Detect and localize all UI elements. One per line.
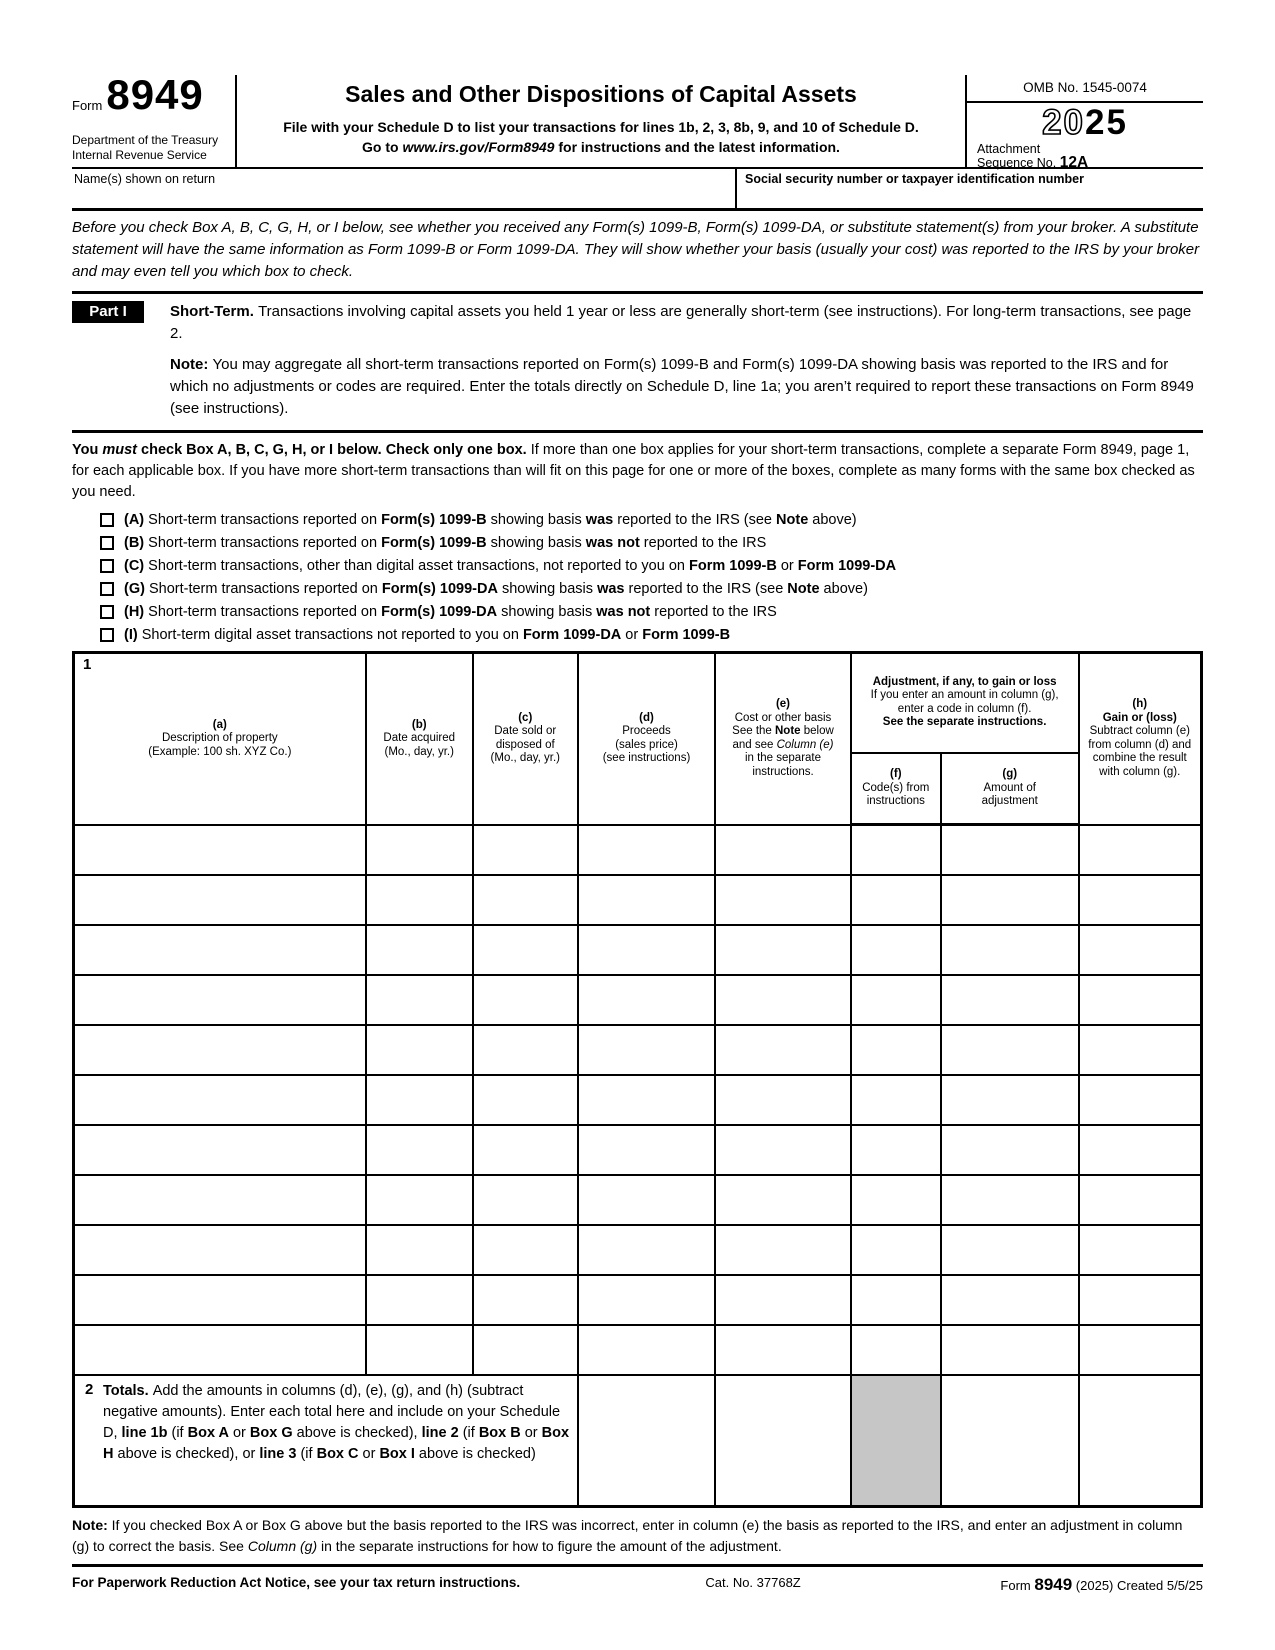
- totals-cell-d[interactable]: [578, 1375, 716, 1507]
- form-page: [72, 71, 1203, 1595]
- transaction-cell-e[interactable]: [715, 975, 850, 1025]
- transaction-cell-c[interactable]: [473, 1275, 578, 1325]
- transaction-cell-b[interactable]: [366, 825, 473, 875]
- transaction-cell-f[interactable]: [851, 1275, 941, 1325]
- transaction-cell-h[interactable]: [1079, 1075, 1202, 1125]
- transaction-cell-c[interactable]: [473, 975, 578, 1025]
- transaction-cell-g[interactable]: [941, 1125, 1079, 1175]
- transaction-cell-c[interactable]: [473, 1175, 578, 1225]
- basis-note: Note: If you checked Box A or Box G above but the basis reported to the IRS was incorrect, enter in column (e) the basis as reported to the IRS, and enter an adjustment in column (g) to correct the basis. See Column (g) in the separate instructions for how to figure the amount of the adjustment.: [72, 1508, 1203, 1567]
- transaction-cell-c[interactable]: [473, 1125, 578, 1175]
- checkbox-A-label: (A) Short-term transactions reported on Form(s) 1099-B showing basis was reported to the IRS (see Note above): [124, 511, 857, 528]
- transaction-cell-b[interactable]: [366, 1075, 473, 1125]
- line-1-number: 1: [83, 656, 92, 673]
- transaction-cell-a[interactable]: [74, 1325, 366, 1375]
- paperwork-notice: For Paperwork Reduction Act Notice, see your tax return instructions.: [72, 1575, 521, 1590]
- transaction-cell-g[interactable]: [941, 975, 1079, 1025]
- box-option-C: [100, 554, 1203, 577]
- transaction-cell-h[interactable]: [1079, 1225, 1202, 1275]
- box-option-G: [100, 577, 1203, 600]
- transaction-cell-f[interactable]: [851, 975, 941, 1025]
- transaction-cell-a[interactable]: [74, 1125, 366, 1175]
- transaction-cell-g[interactable]: [941, 1325, 1079, 1375]
- year-outline-digits: 20: [1042, 103, 1085, 142]
- intro-paragraph: Before you check Box A, B, C, G, H, or I below, see whether you received any Form(s) 1099-B, Form(s) 1099-DA, or substitute statement(s) from your broker. A substitute statement will have the same information as Form 1099-B or Form 1099-DA. They will show whether your basis (usually your cost) was reported to the IRS by your broker and may even tell you which box to check.: [72, 211, 1203, 294]
- transaction-cell-c[interactable]: [473, 1225, 578, 1275]
- year-bold-digits: 25: [1085, 103, 1128, 142]
- ssn-field[interactable]: [735, 169, 1203, 208]
- transaction-row: [74, 1225, 1202, 1275]
- ssn-field-label: Social security number or taxpayer identification number: [745, 172, 1084, 186]
- transaction-cell-h[interactable]: [1079, 1125, 1202, 1175]
- transaction-cell-f[interactable]: [851, 875, 941, 925]
- catalog-number: Cat. No. 37768Z: [705, 1575, 801, 1590]
- transaction-cell-g[interactable]: [941, 1175, 1079, 1225]
- transaction-cell-d[interactable]: [578, 1325, 716, 1375]
- transaction-cell-e[interactable]: [715, 1225, 850, 1275]
- form-subtitle-1: File with your Schedule D to list your transactions for lines 1b, 2, 3, 8b, 9, and 10 of Schedule D.: [283, 119, 919, 135]
- transaction-cell-f[interactable]: [851, 1025, 941, 1075]
- checkbox-I[interactable]: [100, 628, 114, 642]
- transaction-cell-g[interactable]: [941, 925, 1079, 975]
- transaction-cell-d[interactable]: [578, 1225, 716, 1275]
- form-word: Form: [72, 98, 103, 113]
- transaction-cell-d[interactable]: [578, 875, 716, 925]
- form-id-block: [72, 71, 237, 167]
- transaction-cell-c[interactable]: [473, 1075, 578, 1125]
- checkbox-C[interactable]: [100, 559, 114, 573]
- part-1-section: [72, 294, 1203, 433]
- checkbox-H-label: (H) Short-term transactions reported on Form(s) 1099-DA showing basis was not reported to the IRS: [124, 603, 777, 620]
- col-header-d: (d) Proceeds (sales price) (see instructions): [578, 653, 716, 825]
- form-title: Sales and Other Dispositions of Capital Assets: [345, 81, 857, 107]
- transaction-cell-g[interactable]: [941, 1275, 1079, 1325]
- name-field-label: Name(s) shown on return: [74, 172, 216, 186]
- transaction-cell-f[interactable]: [851, 1225, 941, 1275]
- transaction-cell-d[interactable]: [578, 1175, 716, 1225]
- col-header-b: (b) Date acquired (Mo., day, yr.): [366, 653, 473, 825]
- transaction-cell-g[interactable]: [941, 1075, 1079, 1125]
- part-1-label: Part I: [72, 301, 144, 323]
- transaction-cell-a[interactable]: [74, 1225, 366, 1275]
- col-header-c: (c) Date sold or disposed of (Mo., day, yr.): [473, 653, 578, 825]
- box-option-B: [100, 531, 1203, 554]
- sequence-number: 12A: [1059, 154, 1089, 171]
- col-header-f: (f) Code(s) from instructions: [851, 753, 941, 825]
- transaction-row: [74, 875, 1202, 925]
- transaction-cell-e[interactable]: [715, 875, 850, 925]
- form-header: [72, 71, 1203, 171]
- transaction-row: [74, 1175, 1202, 1225]
- transaction-cell-g[interactable]: [941, 825, 1079, 875]
- transaction-cell-e[interactable]: [715, 825, 850, 875]
- col-header-h: (h) Gain or (loss) Subtract column (e) from column (d) and combine the result with column (g).: [1079, 653, 1202, 825]
- col-header-g: (g) Amount of adjustment: [941, 753, 1079, 825]
- omb-year-block: [965, 75, 1203, 171]
- box-option-A: [100, 508, 1203, 531]
- part-1-heading: Short-Term. Transactions involving capital assets you held 1 year or less are generally short-term (see instructions). For long-term transactions, see page 2.: [170, 303, 1192, 342]
- transaction-cell-c[interactable]: [473, 825, 578, 875]
- col-header-a: 1 (a) Description of property (Example: 100 sh. XYZ Co.): [74, 653, 366, 825]
- transaction-row: [74, 1325, 1202, 1375]
- transaction-cell-f[interactable]: [851, 825, 941, 875]
- transaction-cell-c[interactable]: [473, 1325, 578, 1375]
- checkbox-B[interactable]: [100, 536, 114, 550]
- transaction-cell-f[interactable]: [851, 1075, 941, 1125]
- box-option-I: [100, 623, 1203, 646]
- transaction-cell-a[interactable]: [74, 875, 366, 925]
- part-1-note: Note: You may aggregate all short-term transactions reported on Form(s) 1099-B and Form(s) 1099-DA showing basis was reported to the IRS and for which no adjustments or codes are required. Enter the totals directly on Schedule D, line 1a; you aren’t required to report these transactions on Form 8949 (see instructions).: [170, 356, 1194, 417]
- col-header-adjustment: Adjustment, if any, to gain or loss If you enter an amount in column (g), enter a code in column (f). See the separate instructions.: [851, 653, 1079, 753]
- transaction-row: [74, 1075, 1202, 1125]
- transaction-cell-g[interactable]: [941, 1025, 1079, 1075]
- transaction-rows: [74, 825, 1202, 1375]
- checkbox-C-label: (C) Short-term transactions, other than digital asset transactions, not reported to you on Form 1099-B or Form 1099-DA: [124, 557, 897, 574]
- col-header-e: (e) Cost or other basis See the Note below and see Column (e) in the separate instructions.: [715, 653, 850, 825]
- totals-instructions: [74, 1375, 578, 1507]
- transaction-cell-e[interactable]: [715, 1025, 850, 1075]
- transaction-cell-b[interactable]: [366, 1275, 473, 1325]
- attachment-sequence: Attachment Sequence No. 12A: [977, 142, 1089, 171]
- transaction-cell-b[interactable]: [366, 1025, 473, 1075]
- transaction-row: [74, 925, 1202, 975]
- form-number: 8949: [106, 71, 204, 118]
- checkbox-I-label: (I) Short-term digital asset transactions not reported to you on Form 1099-DA or Form 1099-B: [124, 626, 731, 643]
- transaction-row: [74, 1025, 1202, 1075]
- transaction-cell-f[interactable]: [851, 925, 941, 975]
- transaction-row: [74, 975, 1202, 1025]
- transaction-cell-d[interactable]: [578, 1275, 716, 1325]
- transaction-row: [74, 1125, 1202, 1175]
- transaction-cell-a[interactable]: [74, 1075, 366, 1125]
- transaction-cell-e[interactable]: [715, 1175, 850, 1225]
- checkbox-G-label: (G) Short-term transactions reported on Form(s) 1099-DA showing basis was reported to the IRS (see Note above): [124, 580, 868, 597]
- footer-form-number: 8949: [1034, 1575, 1073, 1594]
- totals-cell-f-shaded: [851, 1375, 941, 1507]
- checkbox-H[interactable]: [100, 605, 114, 619]
- transaction-cell-d[interactable]: [578, 1075, 716, 1125]
- taxpayer-row: [72, 167, 1203, 211]
- transaction-cell-h[interactable]: [1079, 975, 1202, 1025]
- checkbox-A[interactable]: [100, 513, 114, 527]
- transaction-cell-a[interactable]: [74, 975, 366, 1025]
- transaction-cell-e[interactable]: [715, 1075, 850, 1125]
- transaction-cell-h[interactable]: [1079, 925, 1202, 975]
- form-subtitle-2: Go to www.irs.gov/Form8949 for instructions and the latest information.: [362, 139, 840, 155]
- transaction-cell-g[interactable]: [941, 1225, 1079, 1275]
- transaction-cell-d[interactable]: [578, 925, 716, 975]
- line-2-number: 2: [85, 1380, 94, 1398]
- agency-line-2: Internal Revenue Service: [72, 148, 207, 162]
- transaction-cell-a[interactable]: [74, 1175, 366, 1225]
- transaction-cell-b[interactable]: [366, 975, 473, 1025]
- name-field[interactable]: [72, 169, 735, 208]
- transaction-cell-d[interactable]: [578, 975, 716, 1025]
- checkbox-B-label: (B) Short-term transactions reported on Form(s) 1099-B showing basis was not reported to the IRS: [124, 534, 767, 551]
- transaction-cell-a[interactable]: [74, 1025, 366, 1075]
- must-check-paragraph: You must check Box A, B, C, G, H, or I below. Check only one box. If more than one box applies for your short-term transactions, complete a separate Form 8949, page 1, for each applicable box. If you have more short-term transactions than will fit on this page for one or more of the boxes, complete as many forms with the same box checked as you need.: [72, 442, 1195, 500]
- totals-label: Totals. Add the amounts in columns (d), (e), (g), and (h) (subtract negative amounts). Enter each total here and include on your Schedule D, line 1b (if Box A or Box G above is checked), line 2 (if Box B or Box H above is checked), or line 3 (if Box C or Box I above is checked): [103, 1382, 570, 1462]
- transaction-cell-d[interactable]: [578, 825, 716, 875]
- transaction-row: [74, 825, 1202, 875]
- transaction-cell-f[interactable]: [851, 1325, 941, 1375]
- transaction-cell-e[interactable]: [715, 925, 850, 975]
- totals-row: [74, 1375, 1202, 1507]
- transaction-cell-f[interactable]: [851, 1125, 941, 1175]
- transaction-cell-b[interactable]: [366, 1175, 473, 1225]
- transaction-cell-h[interactable]: [1079, 1025, 1202, 1075]
- omb-number: OMB No. 1545-0074: [967, 75, 1203, 103]
- tax-year: [967, 105, 1203, 141]
- page-footer: [72, 1567, 1203, 1595]
- transaction-cell-a[interactable]: [74, 925, 366, 975]
- transaction-cell-h[interactable]: [1079, 875, 1202, 925]
- transaction-cell-e[interactable]: [715, 1125, 850, 1175]
- transaction-cell-g[interactable]: [941, 875, 1079, 925]
- transaction-cell-c[interactable]: [473, 1025, 578, 1075]
- transactions-table: [72, 651, 1203, 1508]
- transaction-cell-b[interactable]: [366, 1225, 473, 1275]
- form-title-block: [237, 75, 965, 167]
- box-option-H: [100, 600, 1203, 623]
- transaction-cell-h[interactable]: [1079, 825, 1202, 875]
- checkbox-G[interactable]: [100, 582, 114, 596]
- totals-cell-g[interactable]: [941, 1375, 1079, 1507]
- agency-line-1: Department of the Treasury: [72, 133, 219, 147]
- transaction-cell-h[interactable]: [1079, 1275, 1202, 1325]
- transaction-cell-b[interactable]: [366, 925, 473, 975]
- transaction-cell-h[interactable]: [1079, 1175, 1202, 1225]
- transaction-cell-e[interactable]: [715, 1275, 850, 1325]
- transaction-cell-e[interactable]: [715, 1325, 850, 1375]
- transaction-cell-b[interactable]: [366, 1125, 473, 1175]
- transaction-cell-d[interactable]: [578, 1025, 716, 1075]
- form-footer-id: Form 8949 (2025) Created 5/5/25: [1000, 1575, 1203, 1594]
- transaction-cell-c[interactable]: [473, 875, 578, 925]
- transaction-cell-h[interactable]: [1079, 1325, 1202, 1375]
- transaction-cell-a[interactable]: [74, 825, 366, 875]
- transaction-cell-b[interactable]: [366, 875, 473, 925]
- transaction-cell-f[interactable]: [851, 1175, 941, 1225]
- transaction-row: [74, 1275, 1202, 1325]
- transaction-cell-b[interactable]: [366, 1325, 473, 1375]
- transaction-cell-d[interactable]: [578, 1125, 716, 1175]
- totals-cell-e[interactable]: [715, 1375, 850, 1507]
- transaction-cell-c[interactable]: [473, 925, 578, 975]
- transaction-cell-a[interactable]: [74, 1275, 366, 1325]
- totals-cell-h[interactable]: [1079, 1375, 1202, 1507]
- box-options: [72, 508, 1203, 646]
